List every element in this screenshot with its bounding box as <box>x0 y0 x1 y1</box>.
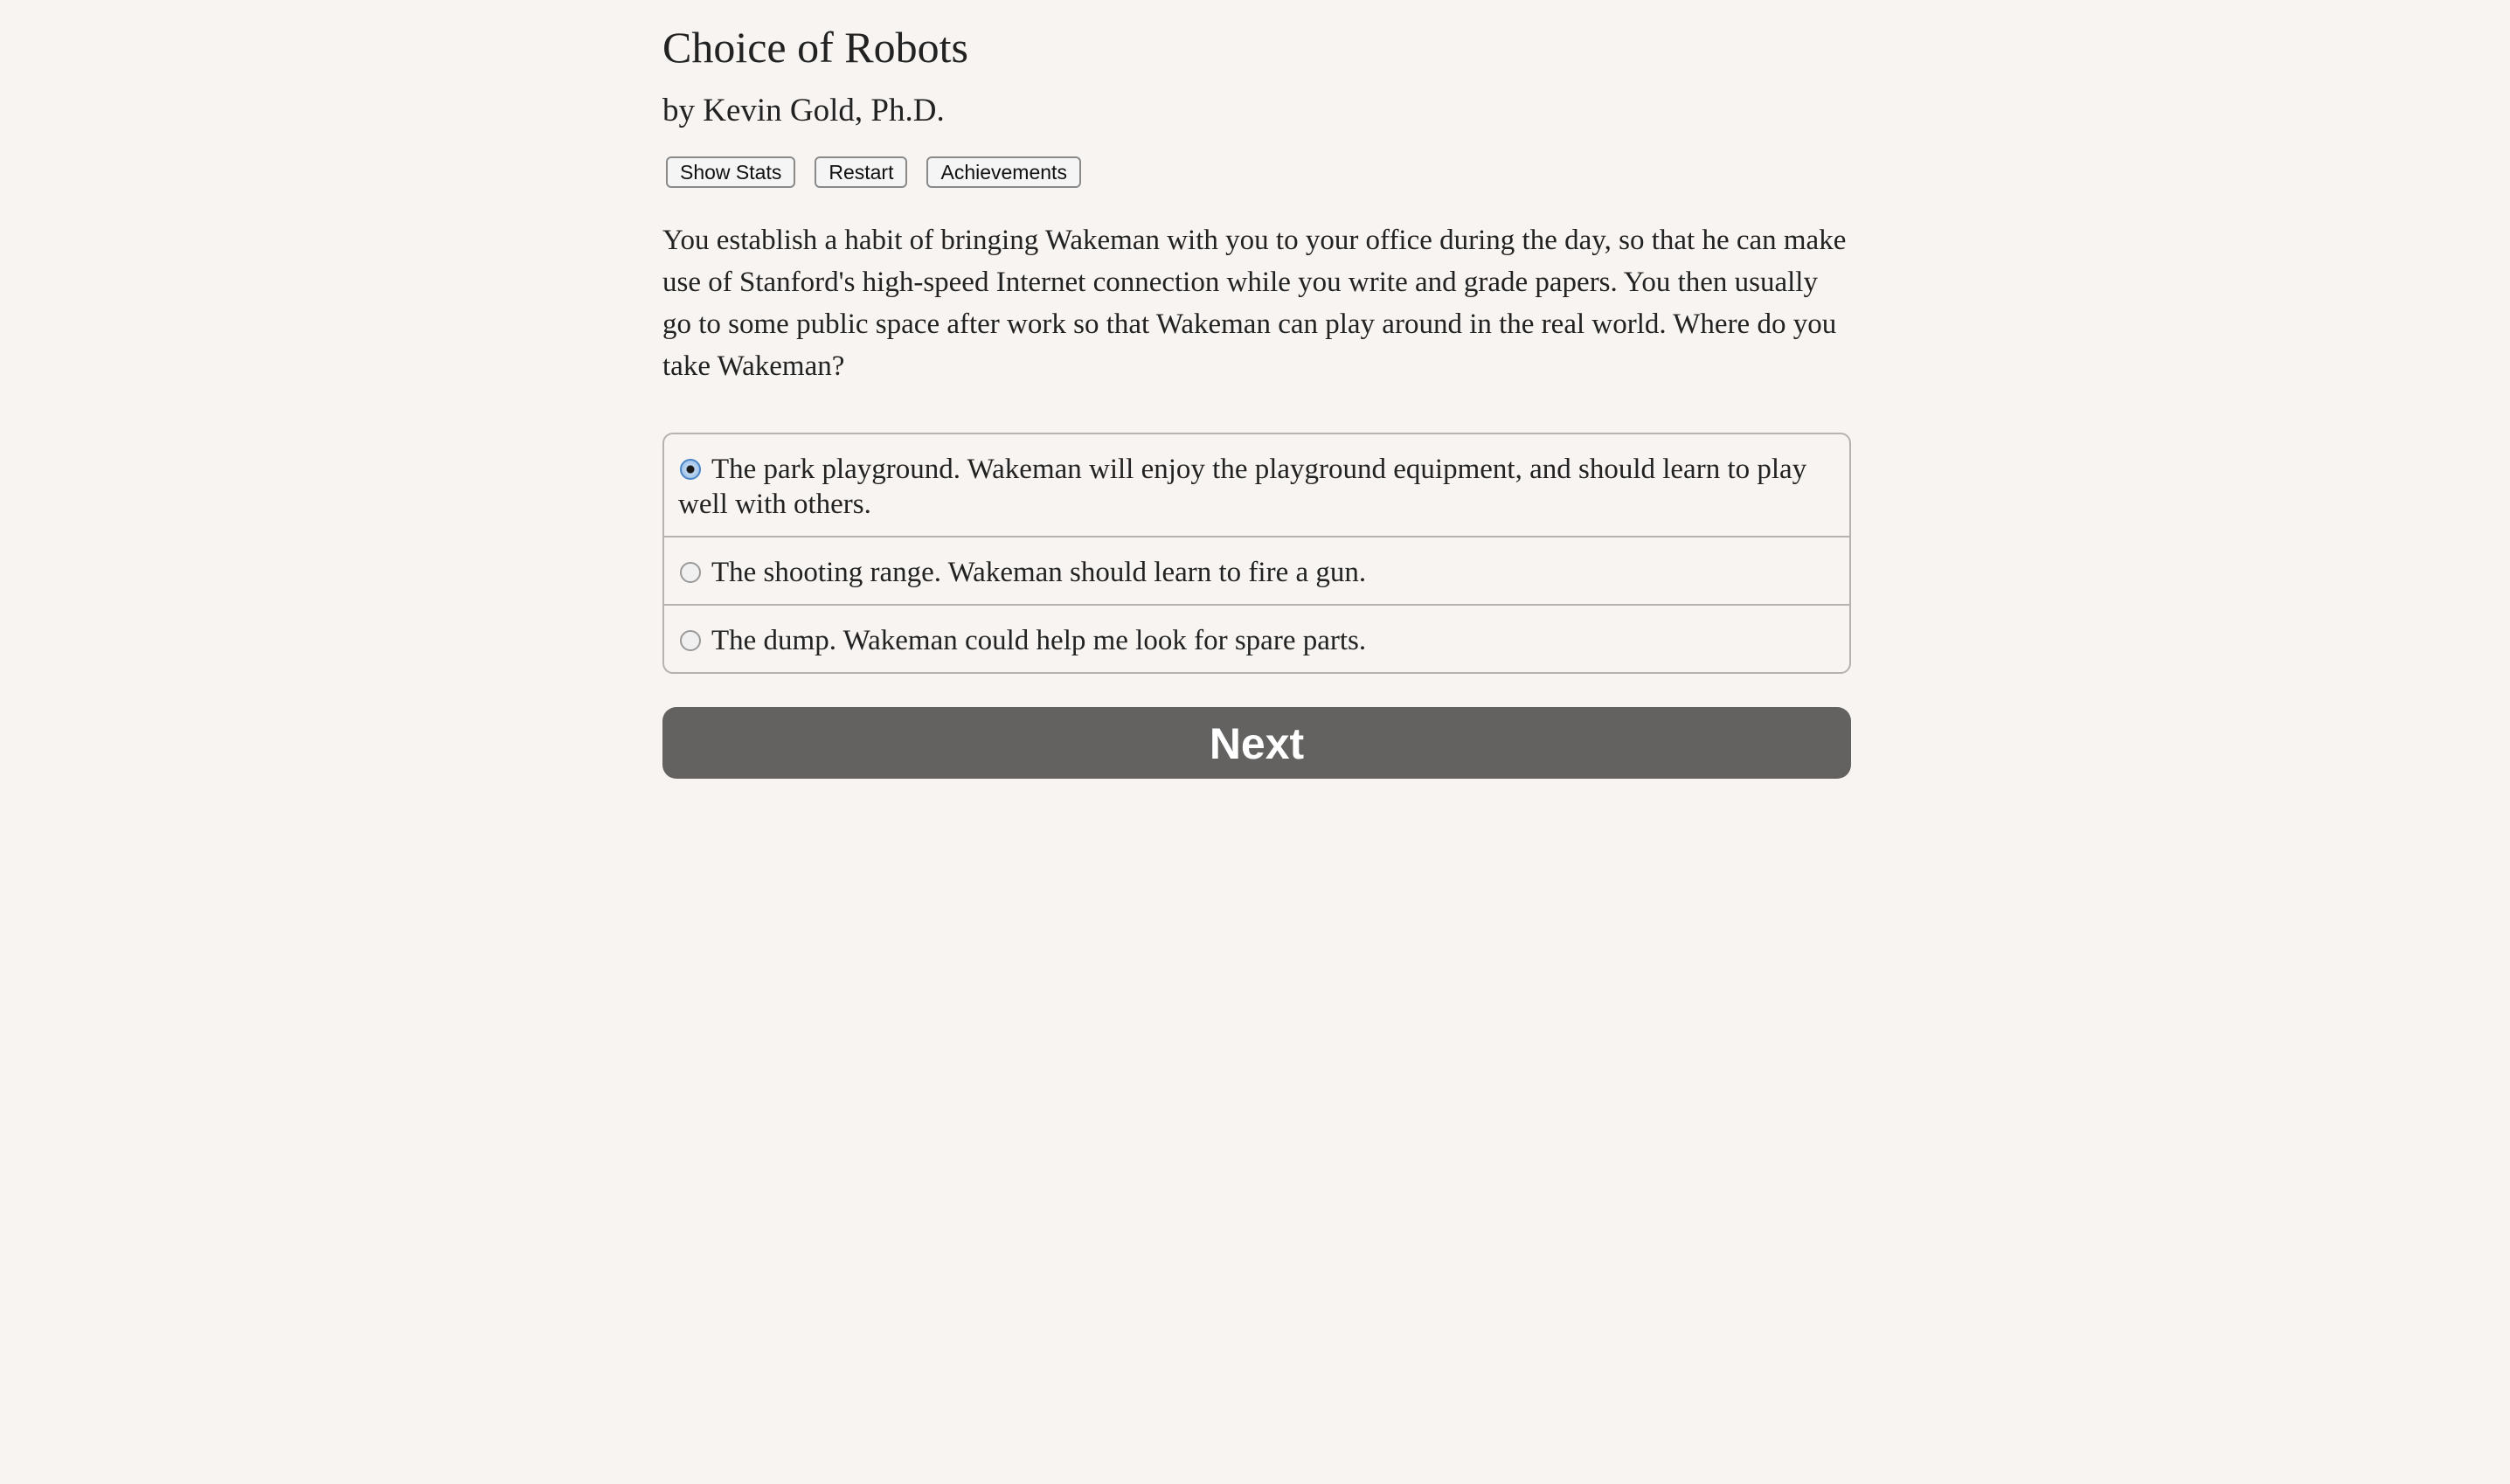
choice-list <box>662 433 1851 674</box>
next-button[interactable]: Next <box>662 707 1851 779</box>
toolbar <box>662 156 1851 188</box>
choice-option-shooting-range[interactable] <box>664 536 1849 604</box>
choice-label: The dump. Wakeman could help me look for spare parts. <box>711 625 1367 656</box>
game-title: Choice of Robots <box>662 23 968 72</box>
show-stats-button[interactable]: Show Stats <box>666 156 795 188</box>
game-container <box>662 0 1851 779</box>
radio-unselected-icon[interactable] <box>680 562 701 583</box>
choice-option-park-playground[interactable] <box>664 434 1849 536</box>
choice-label: The shooting range. Wakeman should learn to fire a gun. <box>711 557 1367 588</box>
game-author: by Kevin Gold, Ph.D. <box>662 93 945 128</box>
radio-unselected-icon[interactable] <box>680 630 701 651</box>
narrative-text: You establish a habit of bringing Wakeman with you to your office during the day, so that he can make use of Stanford's high-speed Internet connection while you write and grade papers. You then usually go to some public space after work so that Wakeman can play around in the real world. Where do you take Wakeman? <box>662 225 1847 382</box>
restart-button[interactable]: Restart <box>815 156 907 188</box>
choice-option-dump[interactable] <box>664 604 1849 672</box>
choice-label: The park playground. Wakeman will enjoy the playground equipment, and should learn to play well with others. <box>678 454 1807 520</box>
achievements-button[interactable]: Achievements <box>926 156 1080 188</box>
radio-selected-icon[interactable] <box>680 459 701 480</box>
